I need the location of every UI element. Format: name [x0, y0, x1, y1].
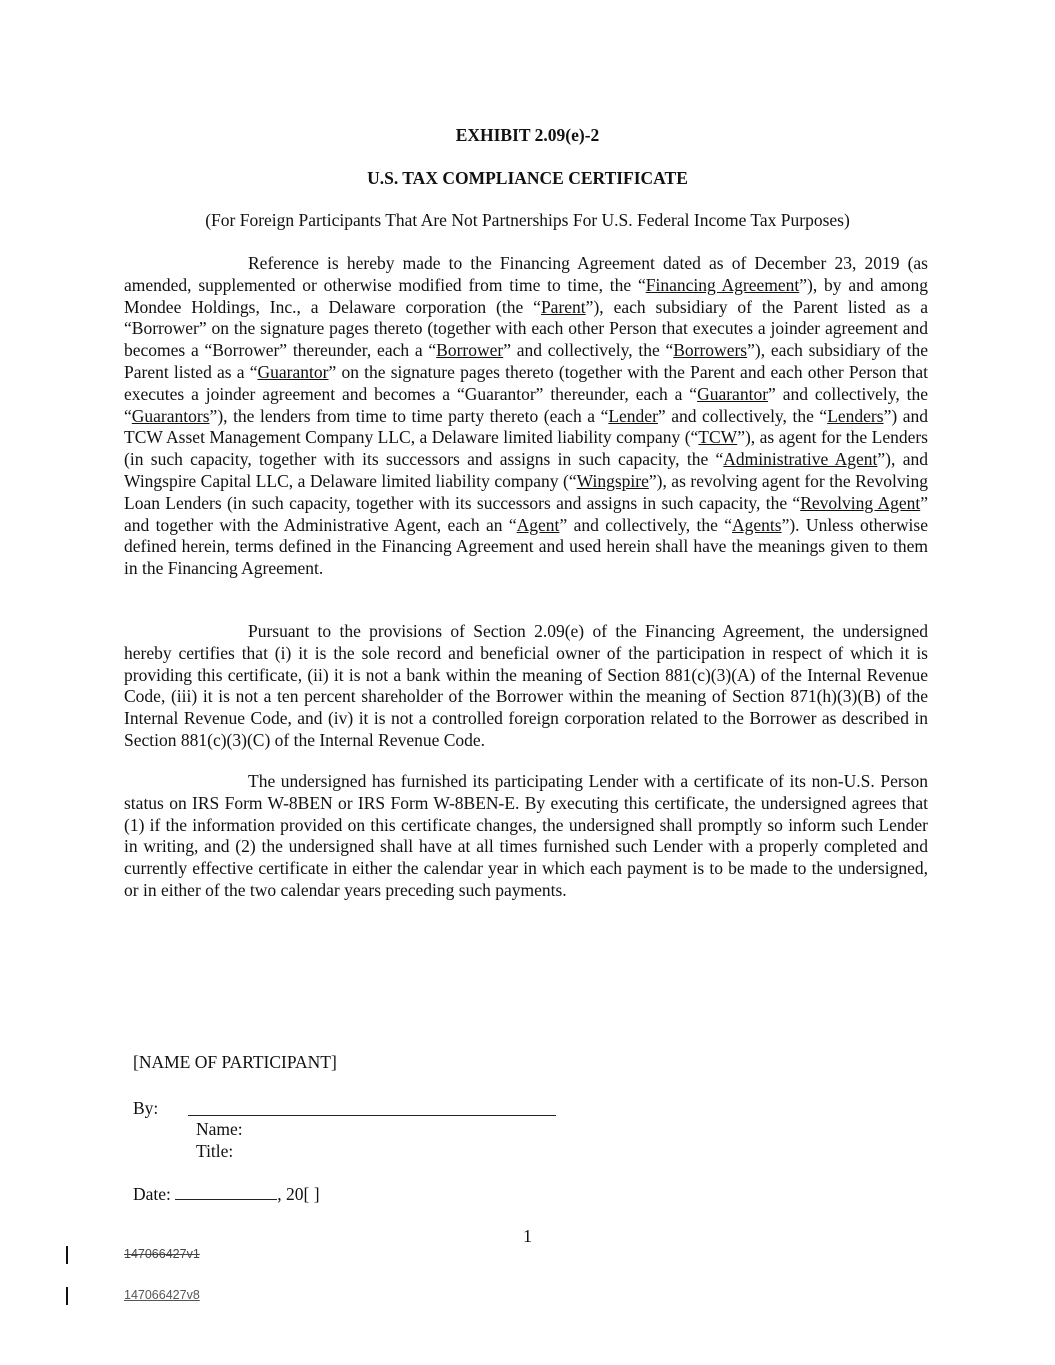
date-year-suffix: , 20[ ] [277, 1184, 320, 1204]
exhibit-heading: EXHIBIT 2.09(e)-2 [455, 125, 600, 145]
signature-line [188, 1115, 556, 1116]
document-id-inserted: 147066427v8 [124, 1288, 200, 1302]
defined-term: Parent [540, 296, 586, 317]
date-blank-line [175, 1185, 277, 1200]
page-number: 1 [523, 1226, 532, 1246]
defined-term: Wingspire [576, 470, 649, 491]
change-bar [66, 1287, 68, 1305]
defined-term: Revolving Agent [800, 492, 921, 513]
date-row [133, 1184, 320, 1205]
certificate-subtitle: (For Foreign Participants That Are Not Partnerships For U.S. Federal Income Tax Purposes) [205, 210, 850, 230]
participant-name-placeholder: [NAME OF PARTICIPANT] [133, 1052, 337, 1072]
by-label: By: [133, 1098, 159, 1118]
document-id-deleted: 147066427v1 [124, 1247, 200, 1261]
certificate-title: U.S. TAX COMPLIANCE CERTIFICATE [367, 168, 688, 188]
defined-term: Guarantor [257, 361, 329, 382]
defined-term: Guarantor [697, 383, 769, 404]
name-label: Name: [196, 1119, 243, 1139]
title-label: Title: [196, 1141, 234, 1161]
defined-term: Financing Agreement [645, 274, 800, 295]
certification-paragraph: Pursuant to the provisions of Section 2.09(e) of the Financing Agreement, the undersigned hereby certifies that (i) it is the sole record and beneficial owner of the participation in respect of which it is providing this certificate, (ii) it is not a bank within the meaning of Section 881(c)(3)(A) of the Internal Revenue Code, (iii) it is not a ten percent shareholder of the Borrower within the meaning of Section 871(h)(3)(B) of the Internal Revenue Code, and (iv) it is not a controlled foreign corporation related to the Borrower as described in Section 881(c)(3)(C) of the Internal Revenue Code. [124, 621, 928, 750]
defined-term: TCW [698, 427, 738, 448]
defined-term: Agent [516, 514, 560, 535]
reference-paragraph: Reference is hereby made to the Financing Agreement dated as of December 23, 2019 (as amended, supplemented or otherwise modified from time to time, the “Financing Agreement”), by and among Mondee Holdings, Inc., a Delaware corporation (the “Parent”), each subsidiary of the Parent listed as a “Borrower” on the signature pages thereto (together with each other Person that executes a joinder agreement and becomes a “Borrower” thereunder, each a “Borrower” and collectively, the “Borrowers”), each subsidiary of the Parent listed as a “Guarantor” on the signature pages thereto (together with the Parent and each other Person that executes a joinder agreement and becomes a “Guarantor” thereunder, each a “Guarantor” and collectively, the “Guarantors”), the lenders from time to time party thereto (each a “Lender” and collectively, the “Lenders”) and TCW Asset Management Company LLC, a Delaware limited liability company (“TCW”), as agent for the Lenders (in such capacity, together with its successors and assigns in such capacity, the “Administrative Agent”), and Wingspire Capital LLC, a Delaware limited liability company (“Wingspire”), as revolving agent for the Revolving Loan Lenders (in such capacity, together with its successors and assigns in such capacity, the “Revolving Agent” and together with the Administrative Agent, each an “Agent” and collectively, the “Agents”). Unless otherwise defined herein, terms defined in the Financing Agreement and used herein shall have the meanings given to them in the Financing Agreement. [124, 253, 929, 579]
defined-term: Lender [608, 405, 658, 426]
change-bar [66, 1246, 68, 1264]
date-label: Date: [133, 1184, 176, 1204]
defined-term: Borrower [436, 340, 504, 361]
form-furnished-paragraph: The undersigned has furnished its participating Lender with a certificate of its non-U.S. Person status on IRS Form W-8BEN or IRS Form W-8BEN-E. By executing this certificate, the undersigned agrees that (1) if the information provided on this certificate changes, the undersigned shall promptly so inform such Lender in writing, and (2) the undersigned shall have at all times furnished such Lender with a properly completed and currently effective certificate in either the calendar year in which each payment is to be made to the undersigned, or in either of the two calendar years preceding such payments. [124, 771, 928, 900]
defined-term: Administrative Agent [723, 449, 878, 470]
defined-term: Guarantors [131, 405, 210, 426]
defined-term: Agents [732, 514, 782, 535]
defined-term: Lenders [827, 405, 884, 426]
defined-term: Borrowers [673, 340, 748, 361]
